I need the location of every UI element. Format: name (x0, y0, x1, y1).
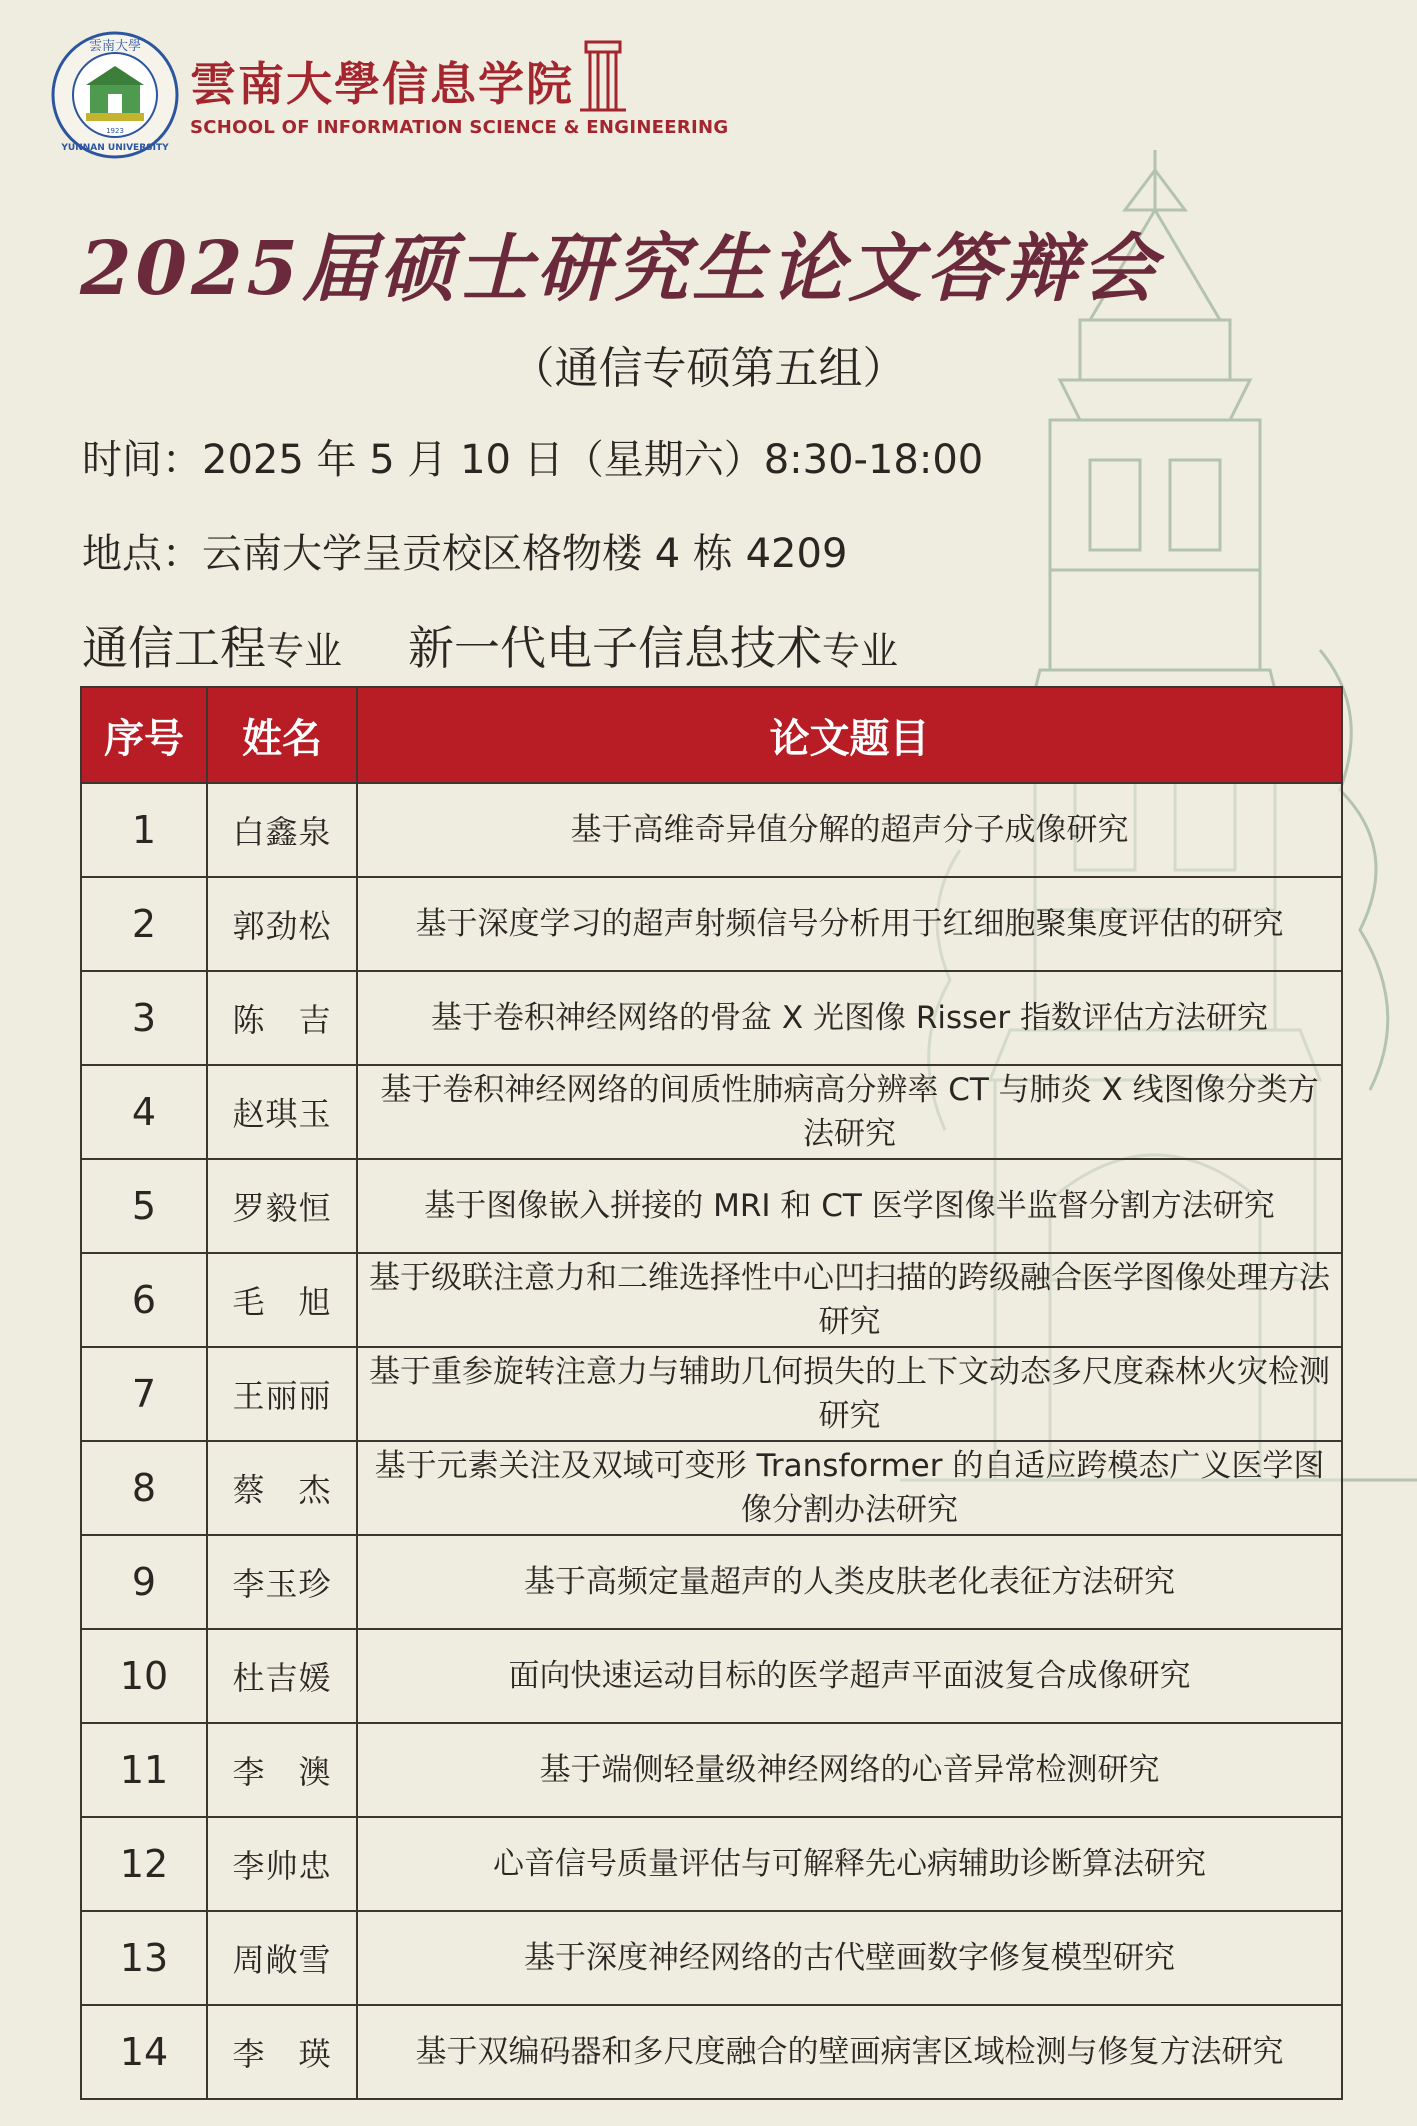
school-name-en: SCHOOL OF INFORMATION SCIENCE & ENGINEERING (190, 117, 729, 138)
major-suffix: 专业 (822, 629, 899, 673)
student-name: 白鑫泉 (207, 783, 357, 877)
table-row (81, 1911, 1342, 2005)
defense-time: 时间：2025 年 5 月 10 日（星期六）8:30-18:00 (82, 437, 984, 483)
student-name: 王丽丽 (207, 1347, 357, 1441)
table-row (81, 1629, 1342, 1723)
row-number: 14 (81, 2005, 207, 2099)
table-header-row (81, 687, 1342, 783)
thesis-title: 基于高频定量超声的人类皮肤老化表征方法研究 (357, 1535, 1342, 1629)
header-thesis-title: 论文题目 (357, 687, 1342, 783)
table-row (81, 1535, 1342, 1629)
row-number: 11 (81, 1723, 207, 1817)
thesis-title: 基于双编码器和多尺度融合的壁画病害区域检测与修复方法研究 (357, 2005, 1342, 2099)
major-suffix: 专业 (266, 629, 343, 673)
row-number: 12 (81, 1817, 207, 1911)
defense-place: 地点：云南大学呈贡校区格物楼 4 栋 4209 (82, 531, 848, 577)
table-row (81, 1159, 1342, 1253)
student-name: 李帅忠 (207, 1817, 357, 1911)
student-name: 杜吉媛 (207, 1629, 357, 1723)
thesis-title: 基于重参旋转注意力与辅助几何损失的上下文动态多尺度森林火灾检测研究 (357, 1347, 1342, 1441)
thesis-title: 面向快速运动目标的医学超声平面波复合成像研究 (357, 1629, 1342, 1723)
student-name: 周敞雪 (207, 1911, 357, 2005)
table-row (81, 1723, 1342, 1817)
student-name: 罗毅恒 (207, 1159, 357, 1253)
student-name: 毛 旭 (207, 1253, 357, 1347)
student-name: 李 澳 (207, 1723, 357, 1817)
school-gate-icon (578, 36, 628, 116)
student-name: 李玉珍 (207, 1535, 357, 1629)
seal-bottom-text: YUNNAN UNIVERSITY (61, 143, 169, 153)
student-name: 赵琪玉 (207, 1065, 357, 1159)
thesis-title: 基于元素关注及双域可变形 Transformer 的自适应跨模态广义医学图像分割办法研究 (357, 1441, 1342, 1535)
row-number: 8 (81, 1441, 207, 1535)
thesis-title: 基于卷积神经网络的骨盆 X 光图像 Risser 指数评估方法研究 (357, 971, 1342, 1065)
table-row (81, 1253, 1342, 1347)
major-name: 新一代电子信息技术 (408, 621, 823, 675)
table-row (81, 1441, 1342, 1535)
seal-year: 1923 (106, 127, 124, 135)
header-name: 姓名 (207, 687, 357, 783)
thesis-title: 基于卷积神经网络的间质性肺病高分辨率 CT 与肺炎 X 线图像分类方法研究 (357, 1065, 1342, 1159)
student-name: 蔡 杰 (207, 1441, 357, 1535)
seal-top-text: 雲南大學 (88, 39, 142, 54)
thesis-title: 基于图像嵌入拼接的 MRI 和 CT 医学图像半监督分割方法研究 (357, 1159, 1342, 1253)
thesis-title: 基于深度神经网络的古代壁画数字修复模型研究 (357, 1911, 1342, 2005)
student-name: 郭劲松 (207, 877, 357, 971)
row-number: 10 (81, 1629, 207, 1723)
thesis-title: 基于深度学习的超声射频信号分析用于红细胞聚集度评估的研究 (357, 877, 1342, 971)
row-number: 1 (81, 783, 207, 877)
table-row (81, 877, 1342, 971)
school-name-cn: 雲南大學信息学院 (190, 57, 574, 111)
thesis-title: 基于高维奇异值分解的超声分子成像研究 (357, 783, 1342, 877)
row-number: 5 (81, 1159, 207, 1253)
row-number: 3 (81, 971, 207, 1065)
row-number: 13 (81, 1911, 207, 2005)
row-number: 4 (81, 1065, 207, 1159)
row-number: 2 (81, 877, 207, 971)
table-row (81, 971, 1342, 1065)
table-row (81, 2005, 1342, 2099)
thesis-title: 心音信号质量评估与可解释先心病辅助诊断算法研究 (357, 1817, 1342, 1911)
university-seal-icon (50, 30, 180, 160)
majors-line (82, 612, 898, 678)
thesis-title: 基于端侧轻量级神经网络的心音异常检测研究 (357, 1723, 1342, 1817)
table-row (81, 1817, 1342, 1911)
table-row (81, 1065, 1342, 1159)
table-row (81, 783, 1342, 877)
student-name: 李 瑛 (207, 2005, 357, 2099)
row-number: 7 (81, 1347, 207, 1441)
thesis-title: 基于级联注意力和二维选择性中心凹扫描的跨级融合医学图像处理方法研究 (357, 1253, 1342, 1347)
page-subtitle: （通信专硕第五组） (510, 343, 907, 394)
header-number: 序号 (81, 687, 207, 783)
row-number: 9 (81, 1535, 207, 1629)
student-name: 陈 吉 (207, 971, 357, 1065)
table-body (81, 783, 1342, 2099)
table-row (81, 1347, 1342, 1441)
page-title: 2025届硕士研究生论文答辩会 (80, 226, 1160, 312)
defense-schedule-table (80, 686, 1343, 2100)
major-name: 通信工程 (82, 621, 266, 675)
row-number: 6 (81, 1253, 207, 1347)
